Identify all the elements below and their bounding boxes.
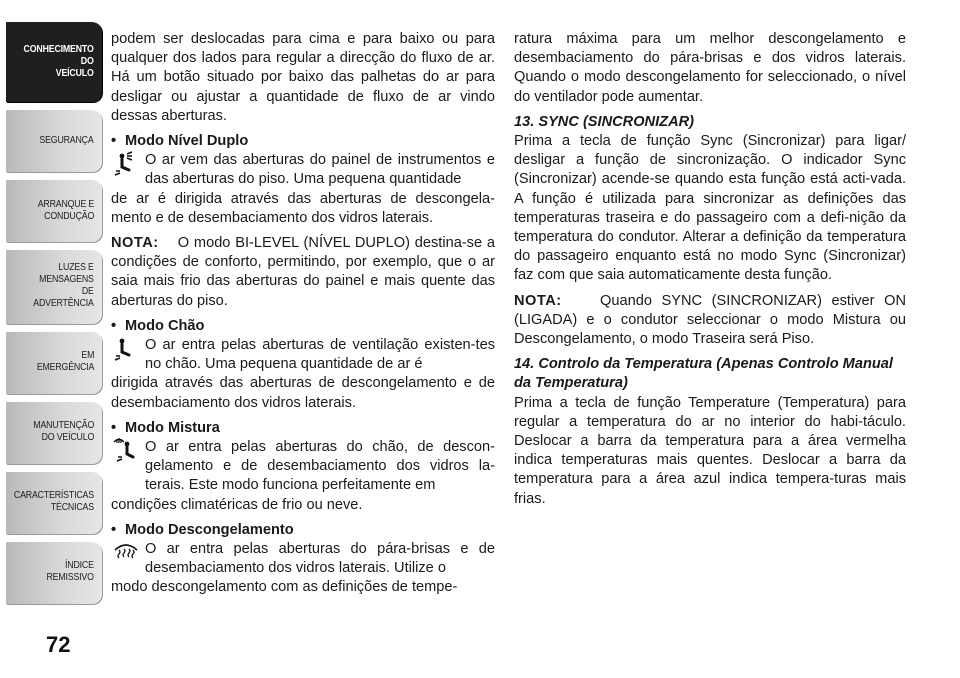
tab-conhecimento-do-veiculo[interactable] xyxy=(6,22,102,102)
temperature-paragraph: Prima a tecla de função Temperature (Temperatura) para regular a temperatura do ar no interior do habi-táculo. Deslocar a barra da temperatura para a área vermelha indica temperaturas mais quentes. Deslocar a barra da temperatura para a área azul indica tempera-turas mais frias. xyxy=(514,394,906,507)
defrost-text: O ar entra pelas aberturas do pára-brisas e de desembaciamento dos vidros laterais. Utilize o xyxy=(145,541,495,577)
floor-heading: • Modo Chão xyxy=(111,317,205,334)
tab-arranque-e-conducao[interactable] xyxy=(6,180,102,242)
nota-text: Quando SYNC (SINCRONIZAR) estiver ON (LIGADA) e o condutor seleccionar o modo Mistura ou Descongelamento, o modo Traseira será Piso. xyxy=(514,292,906,348)
tab-seguranca[interactable] xyxy=(6,110,102,172)
nota-2 xyxy=(514,292,906,350)
mix-mode-icon xyxy=(113,436,139,462)
mix-block xyxy=(111,438,495,496)
tab-label: ÍNDICE REMISSIVO xyxy=(46,560,94,583)
intro-paragraph: podem ser deslocadas para cima e para baixo ou para qualquer dos lados para regular a direcção do fluxo de ar. Há um botão situado por baixo das palhetas do ar para desligar ou ajustar a quantidade de fluxo de ar vindo dessas aberturas. xyxy=(111,31,495,124)
bilevel-block xyxy=(111,151,495,189)
continuation-paragraph: ratura máxima para um melhor descongelamento e desembaciamento do pára-brisas e dos vidros laterais. Quando o modo descongelamento for seleccionado, o nível do ventilador pode aumentar. xyxy=(514,31,906,105)
defrost-mode-icon xyxy=(113,540,139,566)
tab-label: SEGURANÇA xyxy=(39,135,94,146)
tab-label: ARRANQUE E CONDUÇÃO xyxy=(37,199,94,222)
mix-text-rest: condições climatéricas de frio ou neve. xyxy=(111,496,363,513)
tab-label: LUZES E MENSAGENS DE ADVERTÊNCIA xyxy=(33,262,94,309)
tab-em-emergencia[interactable] xyxy=(6,332,102,394)
section-sidebar xyxy=(0,0,104,678)
nota-label: NOTA: xyxy=(111,235,159,252)
sync-paragraph: Prima a tecla de função Sync (Sincronizar) para ligar/ desligar a função de sincronização. O indicador Sync (Sincronizar) acende-se quando esta função está acti-vada. A função é utilizada para sincronizar as definições das temperaturas traseira e do passageiro com a defi-nição da temperatura do condutor. Alterar a definição da temperatura do passageiro enquanto está no modo Sync (Sincronizar) faz com que saia automaticamente desta função. xyxy=(514,133,906,284)
bilevel-mode-icon xyxy=(113,151,139,177)
left-column xyxy=(111,30,495,604)
floor-mode-icon xyxy=(113,336,139,362)
tab-label: CONHECIMENTO DO VEÍCULO xyxy=(23,44,94,79)
mix-heading: • Modo Mistura xyxy=(111,419,220,436)
nota-label: NOTA: xyxy=(514,292,562,309)
page-number: 72 xyxy=(46,632,71,657)
tab-luzes-e-mensagens[interactable] xyxy=(6,250,102,324)
bilevel-text-rest: de ar é dirigida através das aberturas de descongela-mento e de desembaciamento dos vidros laterais. xyxy=(111,190,495,226)
floor-text-rest: dirigida através das aberturas de descongelamento e de desembaciamento dos vidros laterais. xyxy=(111,375,495,411)
tab-manutencao-do-veiculo[interactable] xyxy=(6,402,102,464)
tab-label: MANUTENÇÃO DO VEÍCULO xyxy=(33,420,94,443)
bilevel-heading: • Modo Nível Duplo xyxy=(111,133,249,150)
tab-caracteristicas-tecnicas[interactable] xyxy=(6,472,102,534)
tab-label: CARACTERÍSTICAS TÉCNICAS xyxy=(14,490,94,513)
nota-1 xyxy=(111,234,495,311)
right-column xyxy=(514,30,906,515)
temperature-title: 14. Controlo da Temperatura (Apenas Controlo Manual da Temperatura) xyxy=(514,356,893,392)
tab-indice-remissivo[interactable] xyxy=(6,542,102,604)
defrost-block xyxy=(111,540,495,578)
tab-label: EM EMERGÊNCIA xyxy=(36,350,94,373)
defrost-text-rest: modo descongelamento com as definições de tempe- xyxy=(111,579,458,596)
mix-text: O ar entra pelas aberturas do chão, de descon-gelamento e de desembaciamento dos vidros la-terais. Este modo funciona perfeitamente em xyxy=(145,439,495,494)
defrost-heading: • Modo Descongelamento xyxy=(111,521,294,538)
bilevel-text: O ar vem das aberturas do painel de instrumentos e das aberturas do piso. Uma pequena quantidade xyxy=(145,152,495,188)
floor-block xyxy=(111,336,495,374)
floor-text: O ar entra pelas aberturas de ventilação existen-tes no chão. Uma pequena quantidade de ar é xyxy=(145,337,495,373)
nota-text: O modo BI-LEVEL (NÍVEL DUPLO) destina-se a condições de conforto, permitindo, por exemplo, que o ar saia mais frio das aberturas do painel e mais quente das aberturas do piso. xyxy=(111,235,495,309)
sync-title: 13. SYNC (SINCRONIZAR) xyxy=(514,113,695,130)
